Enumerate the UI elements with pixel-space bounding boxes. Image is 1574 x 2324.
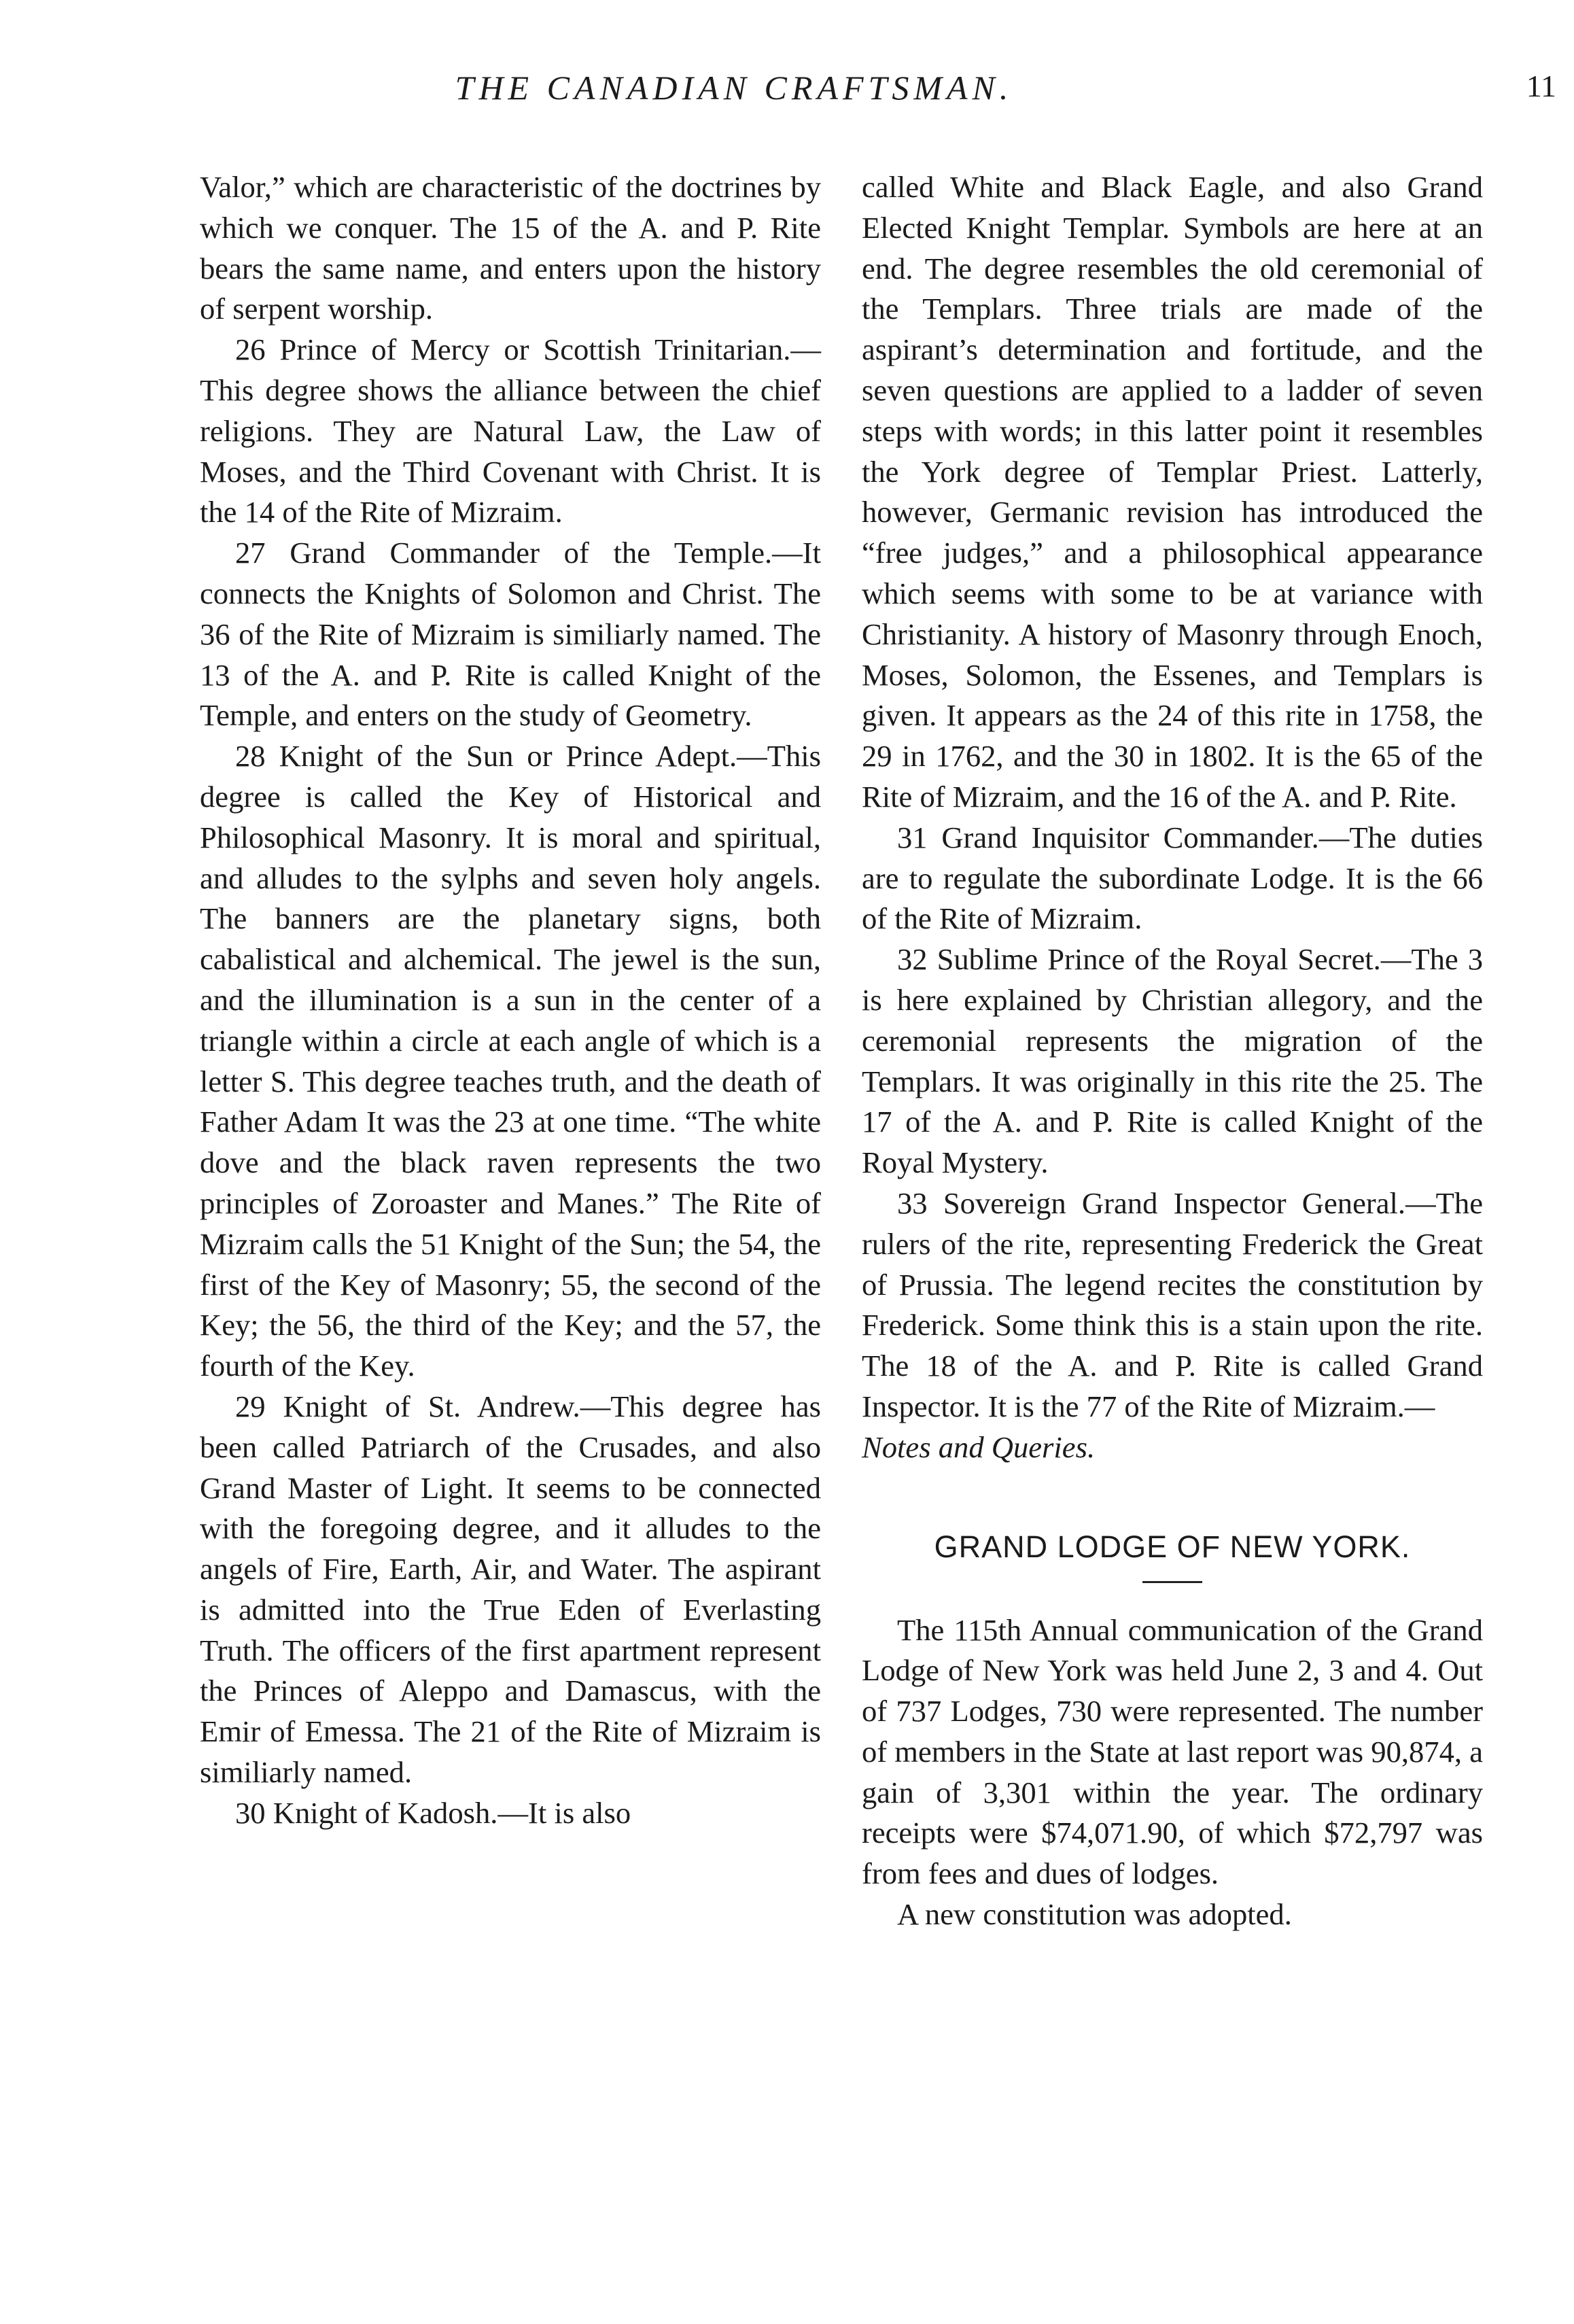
paragraph-degree-28: 28 Knight of the Sun or Prince Adept.—This degree is called the Key of Historical and Philosophical Masonry. It is moral and spiritual, and alludes to the sylphs and seven holy angels. The banners are the planetary signs, both cabalistical and alchemical. The jewel is the sun, and the illumination is a sun in the center of a triangle within a circle at each angle of which is a letter S. This degree teaches truth, and the death of Father Adam It was the 23 at one time. “The white dove and the black raven represents the two principles of Zoroaster and Manes.” The Rite of Mizraim calls the 51 Knight of the Sun; the 54, the first of the Key of Masonry; 55, the second of the Key; the 56, the third of the Key; and the 57, the fourth of the Key. <box>200 739 821 1383</box>
heading-rule <box>1142 1581 1202 1583</box>
paragraph-degree-31: 31 Grand Inquisitor Commander.—The duties are to regulate the subordinate Lodge. It is the 66 of the Rite of Mizraim. <box>862 820 1483 936</box>
page-header <box>0 41 1574 116</box>
paragraph-degree-32: 32 Sublime Prince of the Royal Secret.—The 3 is here explained by Christian allegory, and the ceremonial represents the migration of the Templars. It was originally in this rite the 25. The 17 of the A. and P. Rite is called Knight of the Royal Mystery. <box>862 942 1483 1180</box>
paragraph-constitution: A new constitution was adopted. <box>897 1897 1292 1932</box>
paragraph-degree-27: 27 Grand Commander of the Temple.—It connects the Knights of Solomon and Christ. The 36 of the Rite of Mizraim is similiarly named. The 13 of the A. and P. Rite is called Knight of the Temple, and enters on the study of Geometry. <box>200 536 821 733</box>
paragraph-degree-33: 33 Sovereign Grand Inspector General.—The rulers of the rite, representing Frederick the Great of Prussia. The legend recites the constitution by Frederick. Some think this is a stain upon the rite. The 18 of the A. and P. Rite is called Grand Inspector. It is the 77 of the Rite of Mizraim.— <box>862 1185 1483 1423</box>
paragraph-degree-29: 29 Knight of St. Andrew.—This degree has been called Patriarch of the Crusades, and also Grand Master of Light. It seems to be connected with the foregoing degree, and it alludes to the angels of Fire, Earth, Air, and Water. The aspirant is admitted into the True Eden of Everlasting Truth. The officers of the first apartment represent the Princes of Aleppo and Damascus, with the Emir of Emessa. The 21 of the Rite of Mizraim is similiarly named. <box>200 1389 821 1790</box>
page-number: 11 <box>1526 69 1556 103</box>
source-attribution: Notes and Queries. <box>862 1429 1096 1464</box>
paragraph-continued: Valor,” which are characteristic of the doctrines by which we conquer. The 15 of the A. and P. Rite bears the same name, and enters upon the history of serpent worship. <box>200 170 821 326</box>
running-title: THE CANADIAN CRAFTSMAN. <box>455 69 1013 107</box>
section-heading: GRAND LODGE OF NEW YORK. <box>934 1529 1411 1564</box>
paragraph-degree-30: 30 Knight of Kadosh.—It is also <box>235 1795 631 1830</box>
left-column <box>200 167 821 1834</box>
right-column <box>862 167 1483 1935</box>
paragraph-degree-26: 26 Prince of Mercy or Scottish Trinitarian.—This degree shows the alliance between the chief religions. They are Natural Law, the Law of Moses, and the Third Covenant with Christ. It is the 14 of the Rite of Mizraim. <box>200 332 821 530</box>
paragraph-grand-lodge: The 115th Annual communication of the Grand Lodge of New York was held June 2, 3 and 4. Out of 737 Lodges, 730 were represented. The number of members in the State at last report was 90,874, a gain of 3,301 within the year. The ordinary receipts were $74,071.90, of which $72,797 was from fees and dues of lodges. <box>862 1612 1483 1891</box>
paragraph-degree-30-continued: called White and Black Eagle, and also Grand Elected Knight Templar. Symbols are here at an end. The degree resembles the old ceremonial of the Templars. Three trials are made of the aspirant’s determination and fortitude, and the seven questions are applied to a ladder of seven steps with words; in this latter point it resembles the York degree of Templar Priest. Latterly, however, Germanic revision has introduced the “free judges,” and a philosophical appearance which seems with some to be at variance with Christianity. A history of Masonry through Enoch, Moses, Solomon, the Essenes, and Templars is given. It appears as the 24 of this rite in 1758, the 29 in 1762, and the 30 in 1802. It is the 65 of the Rite of Mizraim, and the 16 of the A. and P. Rite. <box>862 170 1483 814</box>
